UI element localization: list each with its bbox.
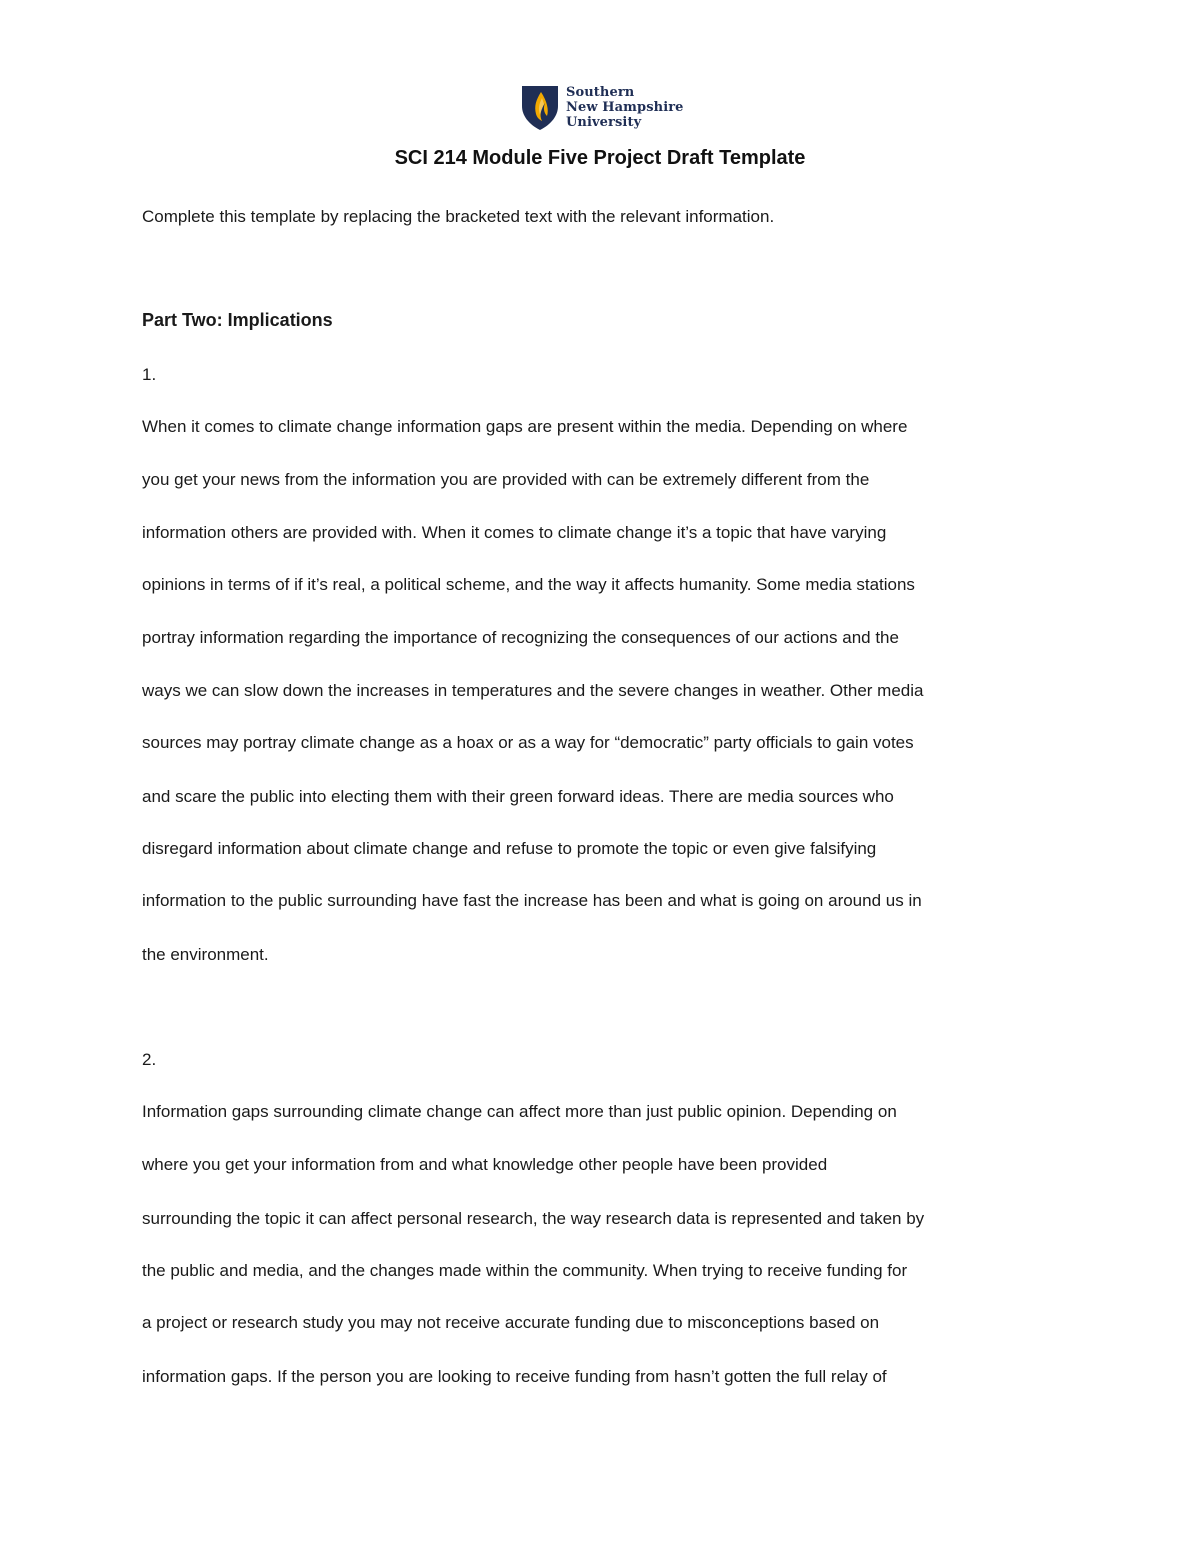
question-1-line: information to the public surrounding have fast the increase has been and what is going on around us in bbox=[142, 891, 922, 910]
question-2-line: the public and media, and the changes made within the community. When trying to receive funding for bbox=[142, 1261, 908, 1280]
question-1-line: portray information regarding the importance of recognizing the consequences of our actions and the bbox=[142, 628, 899, 647]
logo-line-3: University bbox=[566, 115, 642, 130]
question-1-line: opinions in terms of if it’s real, a political scheme, and the way it affects humanity. Some media stations bbox=[142, 575, 915, 594]
logo-line-1: Southern bbox=[566, 85, 635, 100]
question-1-line: the environment. bbox=[142, 945, 269, 964]
question-2-line: surrounding the topic it can affect personal research, the way research data is represented and taken by bbox=[142, 1209, 925, 1228]
question-1-line: ways we can slow down the increases in temperatures and the severe changes in weather. Other media bbox=[142, 681, 924, 700]
shield-flame-icon bbox=[520, 84, 560, 132]
logo-line-2: New Hampshire bbox=[566, 100, 684, 115]
question-1-line: you get your news from the information you are provided with can be extremely different from the bbox=[142, 470, 870, 489]
question-1-number: 1. bbox=[142, 365, 157, 384]
question-1-line: disregard information about climate change and refuse to promote the topic or even give falsifying bbox=[142, 839, 877, 858]
logo-wordmark bbox=[566, 85, 684, 130]
question-2-line: Information gaps surrounding climate change can affect more than just public opinion. Depending on bbox=[142, 1102, 897, 1121]
page-title: SCI 214 Module Five Project Draft Template bbox=[394, 147, 806, 169]
question-2-line: a project or research study you may not receive accurate funding due to misconceptions based on bbox=[142, 1313, 880, 1332]
question-1-line: When it comes to climate change information gaps are present within the media. Depending on where bbox=[142, 417, 908, 436]
question-1-line: information others are provided with. When it comes to climate change it’s a topic that have varying bbox=[142, 523, 887, 542]
section-heading: Part Two: Implications bbox=[142, 310, 333, 330]
question-2-line: where you get your information from and what knowledge other people have been provided bbox=[142, 1155, 828, 1174]
question-1-line: and scare the public into electing them with their green forward ideas. There are media sources who bbox=[142, 787, 894, 806]
instructions-text: Complete this template by replacing the bracketed text with the relevant information. bbox=[142, 207, 775, 226]
university-logo bbox=[520, 84, 690, 132]
question-2-number: 2. bbox=[142, 1050, 157, 1069]
question-2-line: information gaps. If the person you are looking to receive funding from hasn’t gotten the full relay of bbox=[142, 1367, 887, 1386]
question-1-line: sources may portray climate change as a hoax or as a way for “democratic” party officials to gain votes bbox=[142, 733, 914, 752]
